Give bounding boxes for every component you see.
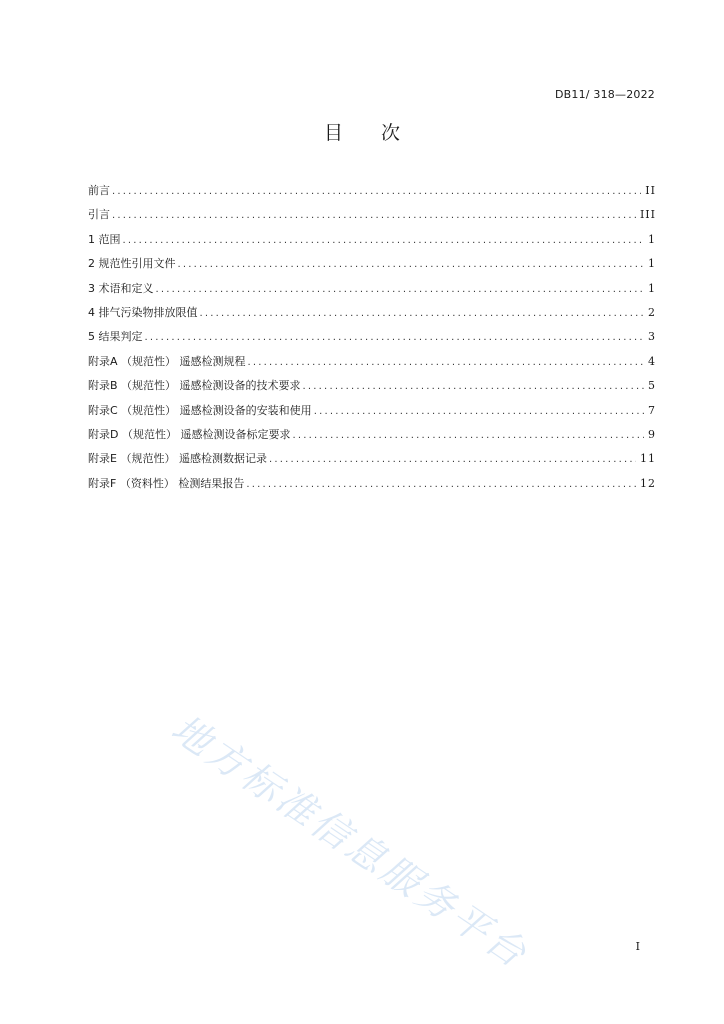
toc-entry-appendix-c[interactable]: [88, 401, 656, 425]
dot-leader: [145, 328, 645, 348]
toc-entry-appendix-f[interactable]: [88, 474, 656, 498]
toc-entry-normative-references[interactable]: [88, 254, 656, 278]
dot-leader: [246, 475, 636, 495]
toc-entry-page: 9: [648, 427, 656, 441]
toc-entry-page: III: [639, 208, 656, 222]
toc-entry-page: 11: [640, 452, 656, 466]
toc-entry-terms-definitions[interactable]: [88, 279, 656, 303]
dot-leader: [123, 231, 645, 251]
dot-leader: [292, 426, 644, 446]
toc-entry-label: 附录E （规范性） 遥感检测数据记录: [88, 452, 267, 466]
toc-entry-appendix-d[interactable]: [88, 425, 656, 449]
dot-leader: [248, 353, 644, 373]
dot-leader: [314, 402, 644, 422]
toc-entry-appendix-a[interactable]: [88, 352, 656, 376]
toc-entry-label: 引言: [88, 208, 110, 222]
toc-entry-page: 12: [640, 476, 656, 490]
toc-entry-label: 前言: [88, 184, 110, 197]
dot-leader: [303, 377, 644, 397]
page-title: 目次: [323, 122, 438, 144]
dot-leader: [156, 280, 645, 300]
toc-entry-page: 1: [648, 281, 656, 295]
toc-entry-page: 1: [648, 232, 656, 246]
toc-entry-label: 5 结果判定: [88, 330, 143, 344]
dot-leader: [200, 304, 645, 324]
dot-leader: [269, 450, 636, 470]
toc-entry-scope[interactable]: [88, 230, 656, 254]
toc-entry-label: 附录F （资料性） 检测结果报告: [88, 476, 245, 490]
toc-entry-label: 附录B （规范性） 遥感检测设备的技术要求: [88, 379, 301, 393]
dot-leader: [178, 255, 645, 275]
dot-leader: [112, 206, 636, 226]
dot-leader: [112, 182, 641, 202]
toc-entry-page: 5: [648, 379, 656, 393]
document-code: DB11/ 318—2022: [554, 88, 655, 101]
toc-entry-result-judgment[interactable]: [88, 327, 656, 351]
toc-entry-page: 3: [648, 330, 656, 344]
toc-entry-label: 3 术语和定义: [88, 281, 154, 295]
toc-entry-page: 1: [648, 257, 656, 271]
toc-entry-appendix-e[interactable]: [88, 449, 656, 473]
toc-entry-page: 4: [648, 354, 656, 368]
table-of-contents: [88, 181, 656, 498]
toc-entry-label: 2 规范性引用文件: [88, 257, 176, 271]
toc-entry-emission-limits[interactable]: [88, 303, 656, 327]
toc-entry-foreword[interactable]: [88, 181, 656, 205]
toc-entry-label: 附录A （规范性） 遥感检测规程: [88, 354, 246, 368]
toc-entry-label: 4 排气污染物排放限值: [88, 305, 198, 319]
toc-entry-label: 附录C （规范性） 遥感检测设备的安装和使用: [88, 403, 312, 417]
toc-entry-label: 1 范围: [88, 232, 121, 246]
toc-entry-appendix-b[interactable]: [88, 376, 656, 400]
toc-entry-label: 附录D （规范性） 遥感检测设备标定要求: [88, 427, 291, 441]
toc-entry-page: II: [645, 184, 656, 197]
toc-entry-introduction[interactable]: [88, 205, 656, 229]
toc-entry-page: 2: [648, 305, 656, 319]
page-number: I: [635, 940, 640, 953]
toc-entry-page: 7: [648, 403, 656, 417]
watermark: 地方标准信息服务平台: [163, 706, 537, 978]
